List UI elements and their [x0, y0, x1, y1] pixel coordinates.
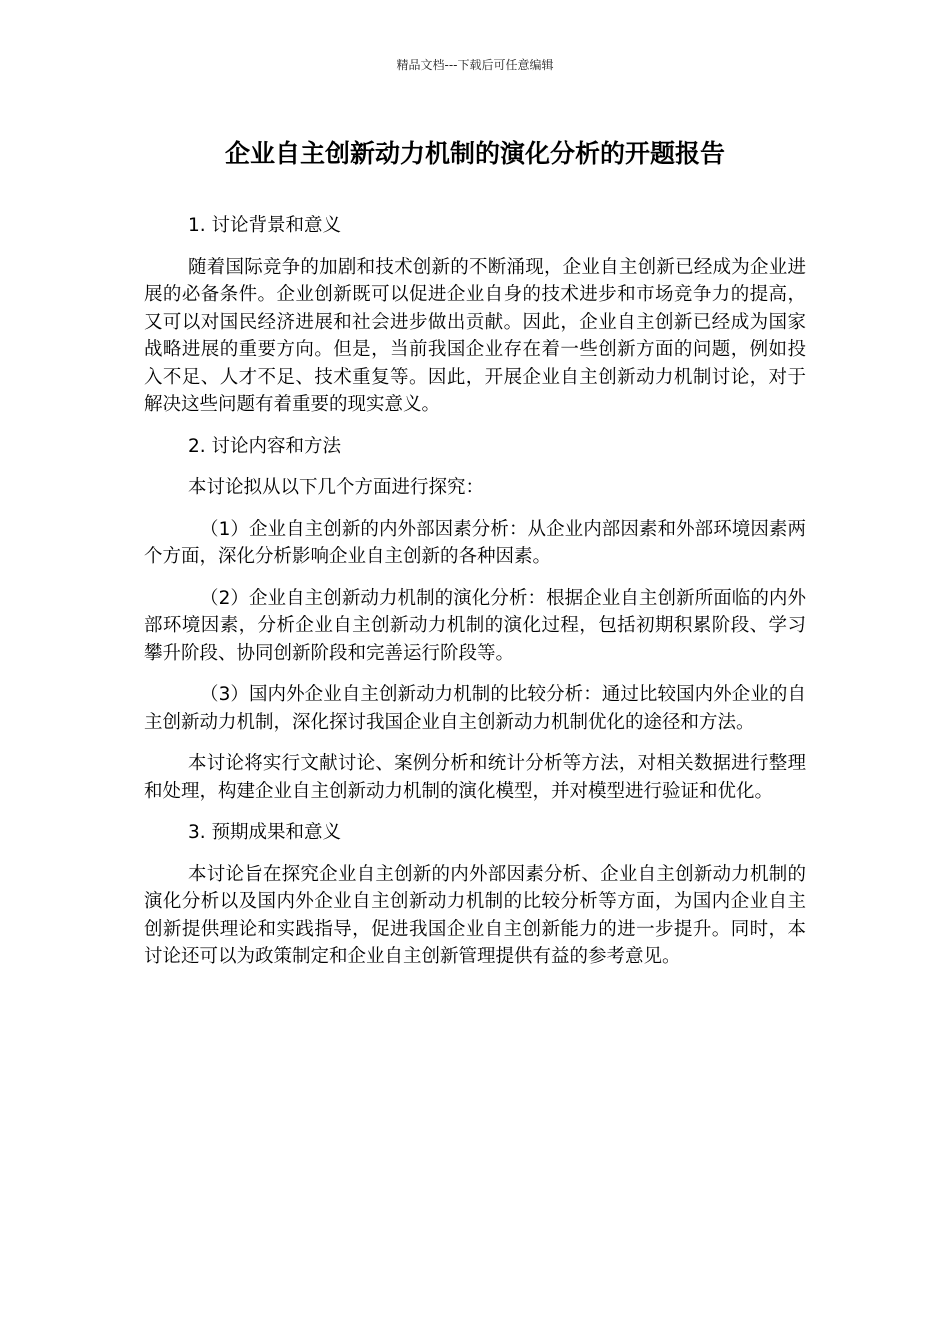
section-closing: 本讨论将实行文献讨论、案例分析和统计分析等方法，对相关数据进行整理和处理，构建企业自主创新动力机制的演化模型，并对模型进行验证和优化。: [144, 753, 806, 802]
document-title: 企业自主创新动力机制的演化分析的开题报告: [224, 139, 725, 168]
section-heading-content-method: 2. 讨论内容和方法: [188, 435, 342, 457]
section-intro: 本讨论拟从以下几个方面进行探究：: [188, 477, 485, 498]
section-heading-background: 1. 讨论背景和意义: [188, 215, 342, 236]
section-paragraph: 本讨论旨在探究企业自主创新的内外部因素分析、企业自主创新动力机制的演化分析以及国内外企业自主创新动力机制的比较分析等方面，为国内企业自主创新提供理论和实践指导，促进我国企业自主创新能力的进一步提升。同时，本讨论还可以为政策制定和企业自主创新管理提供有益的参考意见。: [144, 863, 806, 967]
list-item: （1）企业自主创新的内外部因素分析：从企业内部因素和外部环境因素两个方面，深化分析影响企业自主创新的各种因素。: [144, 518, 806, 567]
page-header-watermark: 精品文档---下载后可任意编辑: [396, 58, 554, 72]
document-body: [144, 210, 806, 985]
list-item: （3）国内外企业自主创新动力机制的比较分析：通过比较国内外企业的自主创新动力机制，深化探讨我国企业自主创新动力机制优化的途径和方法。: [144, 684, 806, 733]
list-item: （2）企业自主创新动力机制的演化分析：根据企业自主创新所面临的内外部环境因素，分析企业自主创新动力机制的演化过程，包括初期积累阶段、学习攀升阶段、协同创新阶段和完善运行阶段等。: [144, 587, 806, 664]
section-heading-expected-results: 3. 预期成果和意义: [188, 822, 342, 843]
section-paragraph: 随着国际竞争的加剧和技术创新的不断涌现，企业自主创新已经成为企业进展的必备条件。企业创新既可以促进企业自身的技术进步和市场竞争力的提高，又可以对国民经济进展和社会进步做出贡献。因此，企业自主创新已经成为国家战略进展的重要方向。但是，当前我国企业存在着一些创新方面的问题，例如投入不足、人才不足、技术重复等。因此，开展企业自主创新动力机制讨论，对于解决这些问题有着重要的现实意义。: [144, 256, 806, 415]
